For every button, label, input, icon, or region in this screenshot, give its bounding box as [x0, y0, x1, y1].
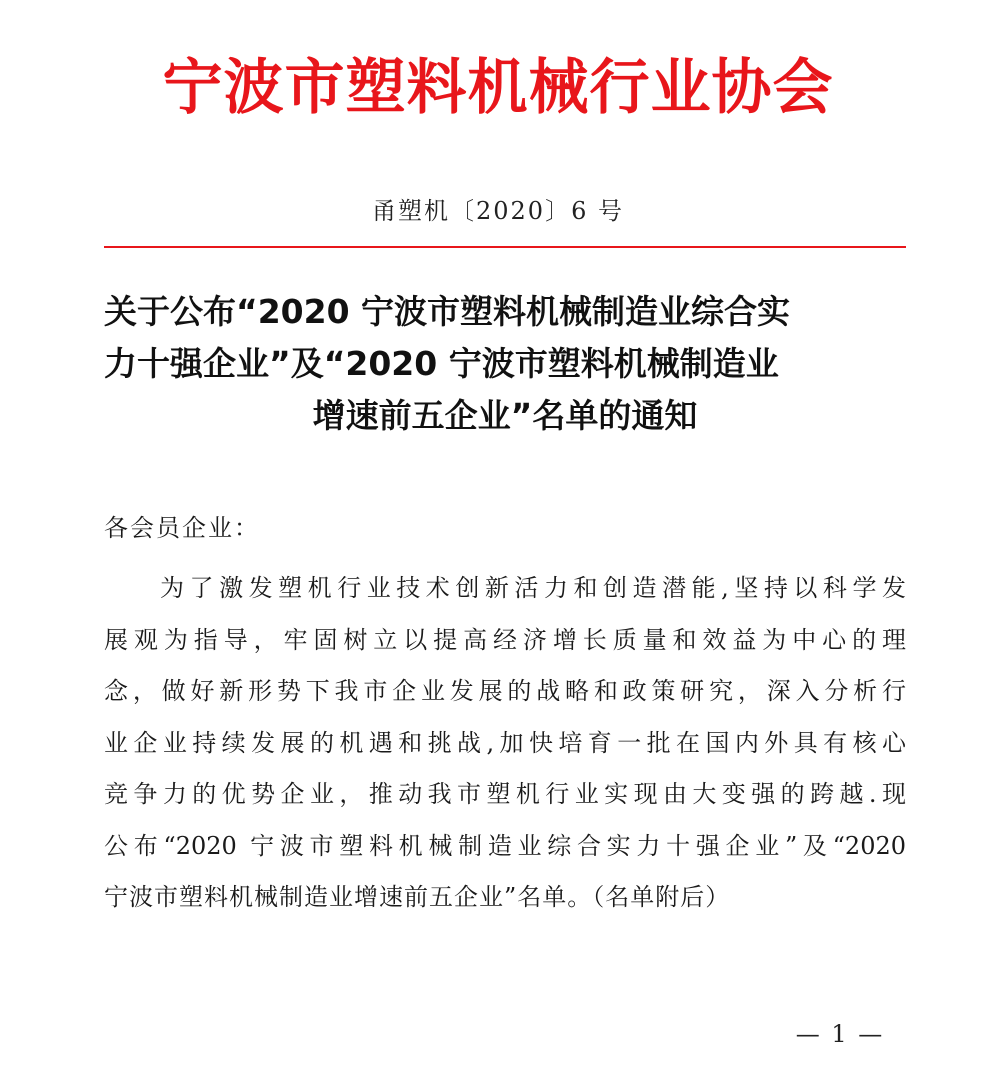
body-line: 业企业持续发展的机遇和挑战,加快培育一批在国内外具有核心 — [104, 728, 906, 757]
body-line: 为了激发塑机行业技术创新活力和创造潜能,坚持以科学发 — [160, 574, 906, 602]
body-line: 念，做好新形势下我市企业发展的战略和政策研究，深入分析行 — [104, 677, 906, 705]
organization-letterhead: 宁波市塑料机械行业协会 — [162, 53, 834, 123]
notice-title — [104, 286, 906, 442]
notice-title-line: 力十强企业”及“2020 宁波市塑料机械制造业 — [104, 344, 779, 383]
body-line: 展观为指导，牢固树立以提高经济增长质量和效益为中心的理 — [104, 625, 906, 654]
body-line: 竞争力的优势企业，推动我市塑机行业实现由大变强的跨越.现 — [104, 780, 906, 808]
page-number: — 1 — — [795, 1020, 885, 1048]
body-paragraph — [104, 563, 906, 924]
body-line: 公布“2020 宁波市塑料机械制造业综合实力十强企业”及“2020 — [104, 831, 906, 860]
document-number: 甬塑机〔2020〕6 号 — [372, 197, 624, 225]
notice-title-line: 关于公布“2020 宁波市塑料机械制造业综合实 — [104, 292, 791, 331]
body-line: 宁波市塑料机械制造业增速前五企业”名单。（名单附后） — [104, 883, 731, 911]
notice-title-line: 增速前五企业”名单的通知 — [312, 396, 698, 435]
red-divider-line — [104, 246, 906, 248]
salutation: 各会员企业： — [104, 514, 260, 542]
